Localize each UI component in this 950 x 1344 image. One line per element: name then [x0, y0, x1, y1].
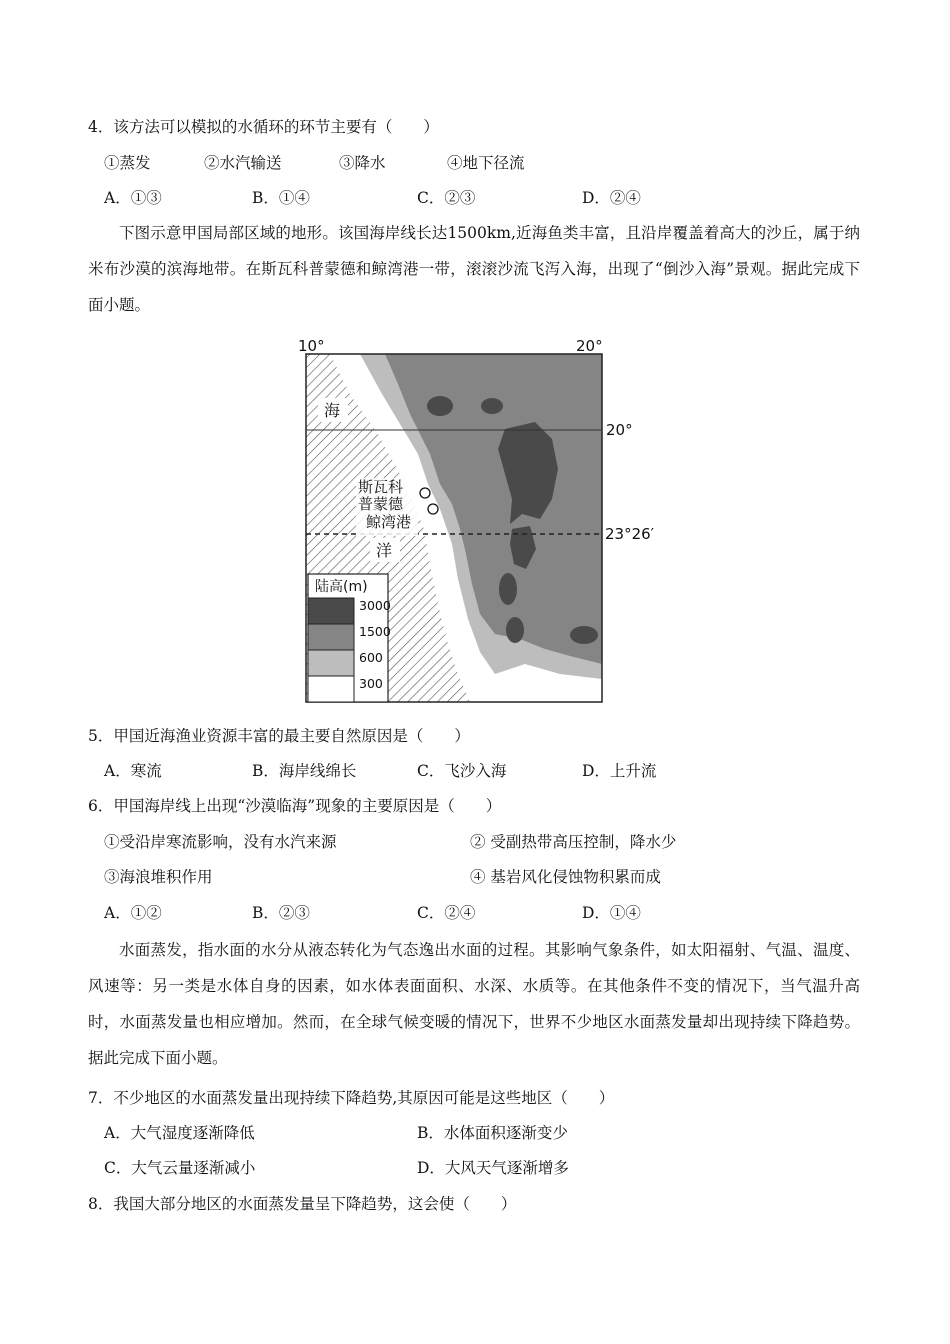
longitude-10-label: 10°	[298, 337, 325, 355]
q4-option-c: C．②③	[417, 189, 476, 207]
city-swakopmund-line1: 斯瓦科	[358, 478, 404, 496]
passage-namibia: 下图示意甲国局部区域的地形。该国海岸线长达1500km,近海鱼类丰富，且沿岸覆盖着高大的沙丘，属于纳米布沙漠的滨海地带。在斯瓦科普蒙德和鲸湾港一带，滚滚沙流飞泻入海，出现了“倒沙入海”景观。据此完成下面小题。	[88, 224, 860, 314]
q6-stem: 6．甲国海岸线上出现“沙漠临海”现象的主要原因是（ ）	[88, 797, 502, 815]
q6-option-c: C．②④	[417, 904, 476, 922]
q6-option-d: D．①④	[582, 904, 641, 922]
q5-option-d: D．上升流	[582, 762, 657, 780]
legend-label-300: 300	[359, 676, 383, 691]
latitude-tropic-label: 23°26′	[605, 525, 655, 543]
terrain-map	[290, 334, 670, 709]
legend-label-600: 600	[359, 650, 383, 665]
sea-label-2: 洋	[376, 541, 393, 560]
q4-item-1: ①蒸发	[104, 154, 151, 172]
q5-option-c: C．飞沙入海	[417, 762, 507, 780]
q5-stem: 5．甲国近海渔业资源丰富的最主要自然原因是（ ）	[88, 727, 470, 745]
q4-item-3: ③降水	[339, 154, 386, 172]
q7-option-d: D．大风天气逐渐增多	[417, 1159, 569, 1177]
q4-option-d: D．②④	[582, 189, 641, 207]
q6-item-1: ①受沿岸寒流影响，没有水汽来源	[104, 833, 337, 851]
q4-item-4: ④地下径流	[447, 154, 525, 172]
q6-option-b: B．②③	[252, 904, 310, 922]
peak-3000-5	[499, 573, 517, 605]
legend-label-3000: 3000	[359, 598, 391, 613]
q6-item-2: ② 受副热带高压控制，降水少	[470, 833, 677, 851]
peak-3000-1	[427, 396, 453, 416]
q4-item-2: ②水汽输送	[204, 154, 282, 172]
legend-label-1500: 1500	[359, 624, 391, 639]
legend-swatch-600	[308, 650, 354, 676]
q4-option-a: A．①③	[104, 189, 162, 207]
longitude-20-label: 20°	[576, 337, 603, 355]
q7-option-a: A．大气湿度逐渐降低	[104, 1124, 255, 1142]
city-marker-walvis-bay	[428, 504, 438, 514]
q8-stem: 8．我国大部分地区的水面蒸发量呈下降趋势，这会使（ ）	[88, 1195, 517, 1213]
q7-option-c: C．大气云量逐渐减小	[104, 1159, 256, 1177]
peak-3000-7	[570, 626, 598, 644]
q7-stem: 7．不少地区的水面蒸发量出现持续下降趋势,其原因可能是这些地区（ ）	[88, 1089, 615, 1107]
latitude-20-label: 20°	[606, 421, 633, 439]
peak-3000-6	[506, 617, 524, 643]
q5-option-a: A．寒流	[104, 762, 162, 780]
legend-swatch-1500	[308, 624, 354, 650]
city-walvis-bay: 鲸湾港	[366, 513, 412, 531]
q6-item-3: ③海浪堆积作用	[104, 868, 213, 886]
q6-item-4: ④ 基岩风化侵蚀物积累而成	[470, 868, 661, 886]
legend-swatch-300	[308, 676, 354, 702]
peak-3000-2	[481, 398, 503, 414]
legend-swatch-3000	[308, 598, 354, 624]
q4-option-b: B．①④	[252, 189, 310, 207]
city-swakopmund-line2: 普蒙德	[358, 495, 404, 513]
q7-option-b: B．水体面积逐渐变少	[417, 1124, 568, 1142]
q6-option-a: A．①②	[104, 904, 162, 922]
passage-evaporation: 水面蒸发，指水面的水分从液态转化为气态逸出水面的过程。其影响气象条件，如太阳福射、气温、温度、风速等：另一类是水体自身的因素，如水体表面面积、水深、水质等。在其他条件不变的情况下，当气温升高时，水面蒸发量也相应增加。然而，在全球气候变暖的情况下，世界不少地区水面蒸发量却出现持续下降趋势。据此完成下面小题。	[88, 941, 860, 1067]
q5-option-b: B．海岸线绵长	[252, 762, 357, 780]
city-marker-swakopmund	[420, 488, 430, 498]
q4-stem: 4．该方法可以模拟的水循环的环节主要有（ ）	[88, 118, 439, 136]
sea-label-1: 海	[324, 401, 341, 420]
legend-title: 陆高(m)	[315, 579, 368, 595]
